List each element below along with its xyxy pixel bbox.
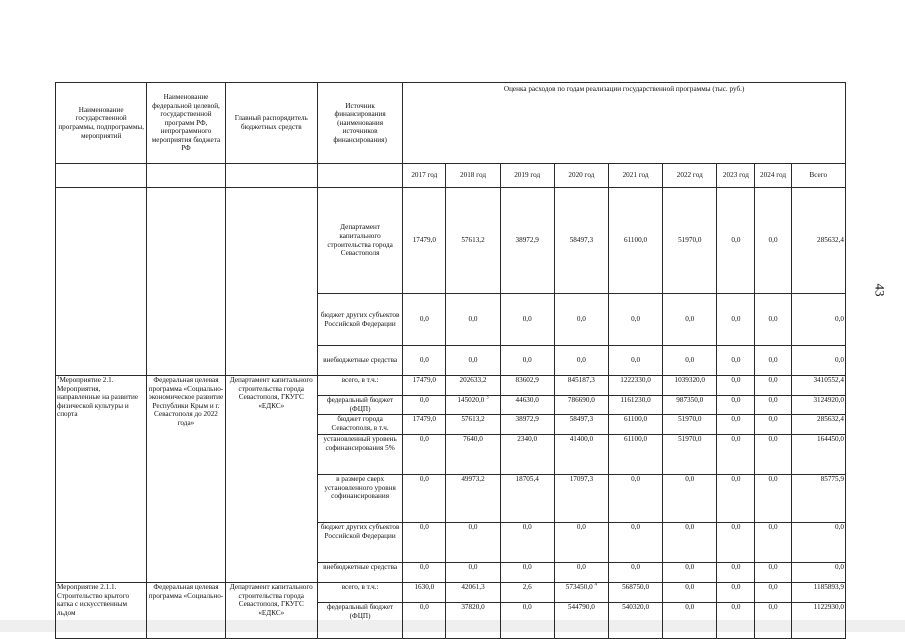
- value-cell: [500, 396, 554, 415]
- value: 0,0: [768, 376, 778, 384]
- value-cell: [663, 435, 717, 475]
- value: 0,0: [576, 356, 586, 365]
- value-cell: [663, 415, 717, 435]
- value-cell: [403, 396, 446, 415]
- value: 0,0: [731, 435, 741, 443]
- value-cell: [663, 475, 717, 523]
- funding-source: Департамент капитального строительства города Севастополя: [317, 188, 402, 294]
- funding-source: всего, в т.ч.:: [317, 376, 402, 396]
- value-cell: [608, 523, 662, 563]
- footnote-marker: 3: [486, 395, 489, 401]
- value-cell: [717, 475, 755, 523]
- value: 0,0: [522, 603, 532, 611]
- value: 0,0: [419, 396, 429, 404]
- value: 0,0: [576, 315, 586, 324]
- year-header-1: 2018 год: [446, 164, 500, 188]
- budget-table: [55, 82, 846, 639]
- value: 0,0: [731, 356, 741, 365]
- value: 18705,4: [515, 475, 539, 483]
- value-cell: [403, 563, 446, 583]
- value-cell: [500, 563, 554, 583]
- value-cell: [755, 294, 791, 346]
- value-cell: [608, 583, 662, 603]
- budget-manager: Департамент капитального строительства города Севастополя, ГКУГС «ЕДКС»: [229, 583, 313, 617]
- value: 0,0: [419, 603, 429, 611]
- value-cell: [500, 475, 554, 523]
- value-cell: [717, 603, 755, 639]
- value: 83602,9: [515, 376, 539, 384]
- budget-manager-cell: [225, 583, 317, 639]
- funding-source: федеральный бюджет (ФЦП): [317, 396, 402, 415]
- value-cell: [554, 435, 608, 475]
- value-cell: [608, 294, 662, 346]
- value: 0,0: [468, 523, 478, 531]
- funding-source: бюджет других субъектов Российской Федерации: [317, 294, 402, 346]
- value: 145020,0: [457, 396, 485, 404]
- value: 0,0: [419, 523, 429, 531]
- budget-manager-cell: [225, 376, 317, 583]
- value: 51970,0: [678, 435, 702, 443]
- value: 37820,0: [461, 603, 485, 611]
- funding-source: внебюджетные средства: [317, 346, 402, 376]
- value: 0,0: [631, 475, 641, 483]
- value-cell: [500, 435, 554, 475]
- value: 0,0: [768, 523, 778, 531]
- value-cell: [500, 188, 554, 294]
- value: 573450,0: [565, 583, 593, 591]
- program-name-cell: [56, 188, 147, 376]
- value-cell: [446, 435, 500, 475]
- value-cell: [403, 346, 446, 376]
- value-cell: [717, 376, 755, 396]
- value: 42061,3: [461, 583, 485, 591]
- value: 0,0: [768, 396, 778, 404]
- value-cell: [500, 603, 554, 639]
- year-header-7: 2024 год: [755, 164, 791, 188]
- footnote-marker: 1: [57, 375, 60, 381]
- value-cell: [608, 475, 662, 523]
- header-federal-program: Наименование федеральной целевой, государственной программ РФ, непрограммного мероприятия бюджета РФ: [147, 83, 225, 164]
- value: 0,0: [685, 315, 695, 324]
- value-cell: [608, 563, 662, 583]
- value: 0,0: [419, 315, 429, 324]
- header-program-name: Наименование государственной программы, подпрограммы, мероприятий: [56, 83, 147, 164]
- value-cell: [554, 376, 608, 396]
- year-header-3: 2020 год: [554, 164, 608, 188]
- value: 0,0: [768, 475, 778, 483]
- federal-program: Федеральная целевая программа «Социально-: [148, 583, 224, 600]
- value: 85775,9: [820, 475, 844, 483]
- value-cell: [446, 415, 500, 435]
- value: 17479,0: [412, 376, 436, 384]
- value-cell: [755, 475, 791, 523]
- value-cell: [446, 376, 500, 396]
- value-cell: [717, 583, 755, 603]
- value-cell: [791, 376, 845, 396]
- value-cell: [446, 603, 500, 639]
- value-cell: [663, 376, 717, 396]
- value: 0,0: [731, 315, 741, 324]
- value: 0,0: [685, 583, 695, 591]
- value-cell: [554, 563, 608, 583]
- value-cell: [403, 294, 446, 346]
- value: 0,0: [522, 356, 532, 365]
- value: 1039320,0: [674, 376, 706, 384]
- value: 0,0: [631, 315, 641, 324]
- budget-table-wrapper: [55, 82, 846, 639]
- value: 2340,0: [517, 435, 538, 443]
- value: 845187,3: [567, 376, 595, 384]
- value: 568750,0: [622, 583, 650, 591]
- header-expense-group: Оценка расходов по годам реализации государственной программы (тыс. руб.): [403, 83, 846, 164]
- value: 0,0: [731, 236, 741, 245]
- value-cell: [500, 583, 554, 603]
- value-cell: [663, 188, 717, 294]
- value-cell: [446, 563, 500, 583]
- value: 1122930,0: [813, 603, 844, 611]
- value: 987350,0: [676, 396, 704, 404]
- value-cell: [717, 188, 755, 294]
- budget-manager-cell: [225, 188, 317, 376]
- value: 285632,4: [817, 236, 844, 245]
- value-cell: [791, 523, 845, 563]
- federal-program-cell: [147, 188, 225, 376]
- value: 58497,3: [569, 415, 594, 423]
- value: 0,0: [631, 356, 641, 365]
- value-cell: [755, 563, 791, 583]
- value-cell: [717, 415, 755, 435]
- value: 0,0: [835, 315, 844, 324]
- value-cell: [663, 523, 717, 563]
- value-cell: [791, 396, 845, 415]
- value: 0,0: [685, 603, 695, 611]
- value-cell: [755, 346, 791, 376]
- value: 0,0: [522, 523, 532, 531]
- value: 0,0: [768, 603, 778, 611]
- value-cell: [608, 603, 662, 639]
- value: 0,0: [768, 583, 778, 591]
- funding-source: всего, в т.ч.:: [317, 583, 402, 603]
- value-cell: [755, 435, 791, 475]
- value-cell: [791, 563, 845, 583]
- value: 17479,0: [412, 415, 436, 423]
- value-cell: [446, 475, 500, 523]
- value: 1630,0: [414, 583, 435, 591]
- value-cell: [717, 523, 755, 563]
- value: 0,0: [768, 415, 778, 423]
- value: 3124920,0: [813, 396, 844, 404]
- value: 1161230,0: [620, 396, 651, 404]
- header-budget-manager: Главный распорядитель бюджетных средств: [225, 83, 317, 164]
- value-cell: [500, 376, 554, 396]
- value: 0,0: [731, 523, 741, 531]
- value-cell: [554, 523, 608, 563]
- value: 2,6: [522, 583, 532, 591]
- value: 0,0: [768, 563, 778, 571]
- value-cell: [608, 346, 662, 376]
- value-cell: [791, 415, 845, 435]
- value-cell: [403, 188, 446, 294]
- value-cell: [755, 603, 791, 639]
- value-cell: [554, 396, 608, 415]
- value-cell: [663, 346, 717, 376]
- value: 0,0: [835, 563, 844, 571]
- value: 0,0: [731, 475, 741, 483]
- year-header-5: 2022 год: [663, 164, 717, 188]
- value: 3410552,4: [813, 376, 844, 384]
- table-row: [56, 376, 846, 396]
- value-cell: [446, 294, 500, 346]
- value-cell: [608, 188, 662, 294]
- value: 0,0: [468, 356, 478, 365]
- budget-manager: Департамент капитального строительства города Севастополя, ГКУГС «ЕДКС»: [229, 376, 313, 410]
- value: 0,0: [731, 376, 741, 384]
- value: 285632,4: [817, 415, 844, 423]
- value: 0,0: [768, 356, 778, 365]
- value-cell: [791, 188, 845, 294]
- table-header-row: [56, 83, 846, 164]
- value: 202633,2: [459, 376, 487, 384]
- table-row: [56, 583, 846, 603]
- value: 57613,2: [461, 415, 485, 423]
- value: 0,0: [419, 356, 429, 365]
- value-cell: [500, 415, 554, 435]
- year-header-0: 2017 год: [403, 164, 446, 188]
- value-cell: [403, 376, 446, 396]
- value-cell: [554, 294, 608, 346]
- federal-program-cell: [147, 583, 225, 639]
- value-cell: [554, 475, 608, 523]
- value-cell: [446, 583, 500, 603]
- value: 1185893,9: [813, 583, 844, 591]
- value-cell: [608, 376, 662, 396]
- value: 540320,0: [622, 603, 650, 611]
- value-cell: [791, 603, 845, 639]
- value: 51970,0: [678, 415, 702, 423]
- value: 38972,9: [515, 236, 539, 245]
- value: 61100,0: [624, 415, 648, 423]
- value: 0,0: [685, 475, 695, 483]
- value-cell: [717, 563, 755, 583]
- value-cell: [608, 435, 662, 475]
- funding-source: бюджет других субъектов Российской Федерации: [317, 523, 402, 563]
- value: 0,0: [576, 523, 586, 531]
- value: 61100,0: [624, 236, 648, 245]
- value-cell: [446, 396, 500, 415]
- value: 49973,2: [461, 475, 485, 483]
- funding-source: установленный уровень софинансирования 5%: [317, 435, 402, 475]
- federal-program: Федеральная целевая программа «Социально-экономическое развитие Республики Крым и г. Севастополя до 2022 года»: [148, 376, 224, 427]
- value: 41400,0: [569, 435, 594, 443]
- value-cell: [755, 396, 791, 415]
- value: 61100,0: [624, 435, 648, 443]
- value: 0,0: [768, 315, 778, 324]
- value: 57613,2: [461, 236, 485, 245]
- value-cell: [755, 523, 791, 563]
- year-header-2: 2019 год: [500, 164, 554, 188]
- value: 0,0: [685, 523, 695, 531]
- value-cell: [554, 415, 608, 435]
- value: 51970,0: [678, 236, 702, 245]
- value-cell: [554, 188, 608, 294]
- value-cell: [755, 376, 791, 396]
- value: 0,0: [419, 563, 429, 571]
- value: 0,0: [685, 356, 695, 365]
- value: 0,0: [835, 356, 844, 365]
- program-name: Мероприятие 2.1.1. Строительство крытого катка с искусственным льдом: [57, 583, 130, 617]
- value-cell: [717, 294, 755, 346]
- value-cell: [791, 346, 845, 376]
- value-cell: [403, 415, 446, 435]
- value: 0,0: [522, 563, 532, 571]
- value-cell: [403, 475, 446, 523]
- value: 17479,0: [412, 236, 436, 245]
- value: 0,0: [731, 396, 741, 404]
- funding-source: бюджет города Севастополя, в т.ч.: [317, 415, 402, 435]
- value-cell: [663, 294, 717, 346]
- value: 786690,0: [567, 396, 595, 404]
- value-cell: [608, 396, 662, 415]
- value-cell: [663, 583, 717, 603]
- value: 17097,3: [569, 475, 594, 483]
- value-cell: [554, 603, 608, 639]
- page-number: 43: [872, 283, 888, 297]
- year-header-row: [56, 164, 846, 188]
- value-cell: [663, 563, 717, 583]
- program-name-cell: [56, 583, 147, 639]
- table-row: [56, 188, 846, 294]
- value-cell: [403, 523, 446, 563]
- value-cell: [403, 583, 446, 603]
- value: 44630,0: [515, 396, 539, 404]
- value-cell: [791, 435, 845, 475]
- value-cell: [717, 396, 755, 415]
- federal-program-cell: [147, 376, 225, 583]
- value-cell: [755, 415, 791, 435]
- value-cell: [755, 188, 791, 294]
- funding-source: федеральный бюджет (ФЦП): [317, 603, 402, 639]
- value: 38972,9: [515, 415, 539, 423]
- value: 58497,3: [569, 236, 594, 245]
- value-cell: [554, 583, 608, 603]
- value-cell: [663, 603, 717, 639]
- value: 0,0: [731, 603, 741, 611]
- value-cell: [608, 415, 662, 435]
- value-cell: [500, 523, 554, 563]
- value-cell: [403, 603, 446, 639]
- value: 0,0: [419, 435, 429, 443]
- value: 0,0: [419, 475, 429, 483]
- value: 0,0: [468, 563, 478, 571]
- value-cell: [554, 346, 608, 376]
- header-funding-source: Источник финансирования (наименования источников финансирования): [317, 83, 402, 164]
- year-header-6: 2023 год: [717, 164, 755, 188]
- value-cell: [791, 294, 845, 346]
- value: 164450,0: [817, 435, 844, 443]
- value: 0,0: [468, 315, 478, 324]
- funding-source: внебюджетные средства: [317, 563, 402, 583]
- value-cell: [446, 346, 500, 376]
- value-cell: [446, 523, 500, 563]
- year-header-8: Всего: [791, 164, 845, 188]
- program-name: Мероприятие 2.1. Мероприятия, направленные на развитие физической культуры и спорта: [57, 376, 139, 419]
- value: 0,0: [631, 563, 641, 571]
- value-cell: [500, 294, 554, 346]
- value: 0,0: [768, 236, 778, 245]
- program-name-cell: [56, 376, 147, 583]
- value: 7640,0: [463, 435, 483, 443]
- footnote-marker: 4: [594, 582, 597, 588]
- value-cell: [717, 346, 755, 376]
- value: 0,0: [731, 563, 741, 571]
- value: 544790,0: [567, 603, 595, 611]
- value: 0,0: [576, 563, 586, 571]
- value: 1222330,0: [620, 376, 651, 384]
- value-cell: [500, 346, 554, 376]
- value-cell: [791, 583, 845, 603]
- value: 0,0: [835, 523, 844, 531]
- value-cell: [663, 396, 717, 415]
- year-header-4: 2021 год: [608, 164, 662, 188]
- value-cell: [755, 583, 791, 603]
- value: 0,0: [522, 315, 532, 324]
- value-cell: [717, 435, 755, 475]
- value: 0,0: [631, 523, 641, 531]
- value-cell: [403, 435, 446, 475]
- value-cell: [791, 475, 845, 523]
- value: 0,0: [768, 435, 778, 443]
- funding-source: в размере сверх установленного уровня софинансирования: [317, 475, 402, 523]
- value: 0,0: [731, 415, 741, 423]
- value: 0,0: [731, 583, 741, 591]
- value: 0,0: [685, 563, 695, 571]
- value-cell: [446, 188, 500, 294]
